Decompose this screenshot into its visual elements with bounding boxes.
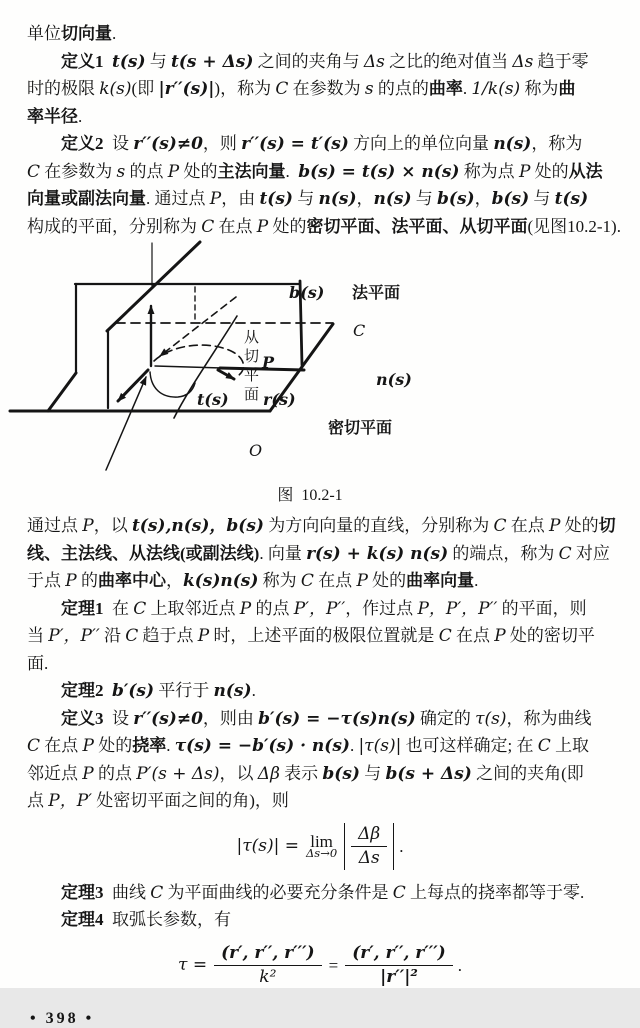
curve-loop-below-p [150,372,195,397]
text-line: 定义3 设 r′′(s)≠0，则由 b′(s) = −τ(s)n(s) 确定的 τ(s)，称为曲线 [61,708,592,729]
n-vector-arrow [218,370,234,379]
t-vector-arrow [118,370,148,401]
b-vector-label: b(s) [289,283,325,302]
fraction [351,825,387,868]
fraction [214,944,322,987]
normal-plane-label: 法平面 [352,285,401,302]
text-line: 率半径. [27,106,83,126]
figure-10-2-1-drawing [0,242,640,482]
text-line: 面. [27,653,49,673]
formula-period: . [457,956,462,975]
text-line: C 在参数为 s 的点 P 处的主法向量. b(s) = t(s) × n(s) 称为点 P 处的从法 [27,161,603,182]
curve-c-label: C [353,321,366,340]
fraction-numerator: (r′, r′′, r′′′) [214,944,322,966]
text-line: 于点 P 的曲率中心，k(s)n(s) 称为 C 在点 P 处的曲率向量. [27,571,479,591]
origin-o-label: O [249,441,263,460]
text-line: 定理1 在 C 上取邻近点 P 的点 P′，P′′，作过点 P，P′，P′′ 的平面，则 [61,598,587,619]
fraction-numerator: (r′, r′′, r′′′) [345,944,453,966]
text-line: 线、主法线、从法线(或副法线). 向量 r(s) + k(s) n(s) 的端点，称为 C 对应 [27,543,610,564]
point-p-label: P [262,353,275,372]
limit-operator [306,833,337,860]
dashed-arrow-to-p [160,297,236,356]
formula-period: . [399,837,404,856]
text-block-bottom [0,877,640,934]
text-line: 定理4 取弧长参数，有 [61,910,231,929]
fraction [345,944,453,987]
text-line: 定理3 曲线 C 为平面曲线的必要充分条件是 C 上每点的挠率都等于零. [61,882,585,903]
absolute-value-bars [344,823,394,870]
torsion-limit-formula [0,821,640,873]
osculating-plane-label: 密切平面 [328,420,393,437]
text-block-top [0,0,640,240]
formula-lhs: |τ(s)| = [236,836,299,856]
t-vector-label: t(s) [197,390,229,409]
text-line: 向量或副法向量. 通过点 P，由 t(s) 与 n(s)，n(s) 与 b(s)，b(s) 与 t(s) [27,189,589,209]
text-line: C 在点 P 处的挠率. τ(s) = −b′(s) · n(s). |τ(s)| 也可这样确定; 在 C 上取 [27,736,590,756]
text-line: 单位切向量. [27,24,117,43]
lim-subscript: Δs→0 [305,846,338,861]
equals-sign: = [328,956,339,975]
n-vector-label: n(s) [376,370,412,389]
page-number: • 398 • [30,1009,95,1027]
text-line: 定理2 b′(s) 平行于 n(s). [61,681,256,701]
text-line: 通过点 P，以 t(s),n(s)，b(s) 为方向向量的直线，分别称为 C 在点 P 处的切 [27,516,616,536]
text-line: 定义2 设 r′′(s)≠0，则 r′′(s) = t′(s) 方向上的单位向量 n(s)，称为 [61,134,583,154]
r-vector-label: r(s) [263,390,296,409]
rectifying-plane-bottom-slant [48,373,76,411]
fraction-denominator: Δs [358,848,380,868]
figure-caption: 图 10.2-1 [277,487,343,504]
torsion-formula [0,940,640,992]
fraction-denominator: |r′′|² [380,967,418,987]
text-line: 点 P，P′ 处密切平面之间的角)，则 [27,791,289,811]
fraction-denominator: k² [259,967,277,987]
text-line: 当 P′，P′′ 沿 C 趋于点 P 时，上述平面的极限位置就是 C 在点 P 处的密切平 [27,626,595,646]
formula-lhs: τ = [178,955,208,975]
lim-word: lim [310,832,333,852]
text-block-middle [0,506,640,815]
text-line: 时的极限 k(s)(即 |r′′(s)|)，称为 C 在参数为 s 的点的曲率. 1/k(s) 称为曲 [27,79,576,99]
text-line: 邻近点 P 的点 P′(s + Δs)，以 Δβ 表示 b(s) 与 b(s + Δs) 之间的夹角(即 [27,763,584,784]
plane-intersection-line-thin [155,366,222,368]
rectifying-plane-top-edge [107,242,200,331]
rectifying-plane-label: 从切平面 [242,329,258,405]
figure-10-2-1 [0,242,640,506]
text-line: 构成的平面，分别称为 C 在点 P 处的密切平面、法平面、从切平面(见图10.2-1). [27,216,621,237]
fraction-numerator: Δβ [351,825,387,847]
text-line: 定义1 t(s) 与 t(s + Δs) 之间的夹角与 Δs 之比的绝对值当 Δs 趋于零 [61,51,589,72]
